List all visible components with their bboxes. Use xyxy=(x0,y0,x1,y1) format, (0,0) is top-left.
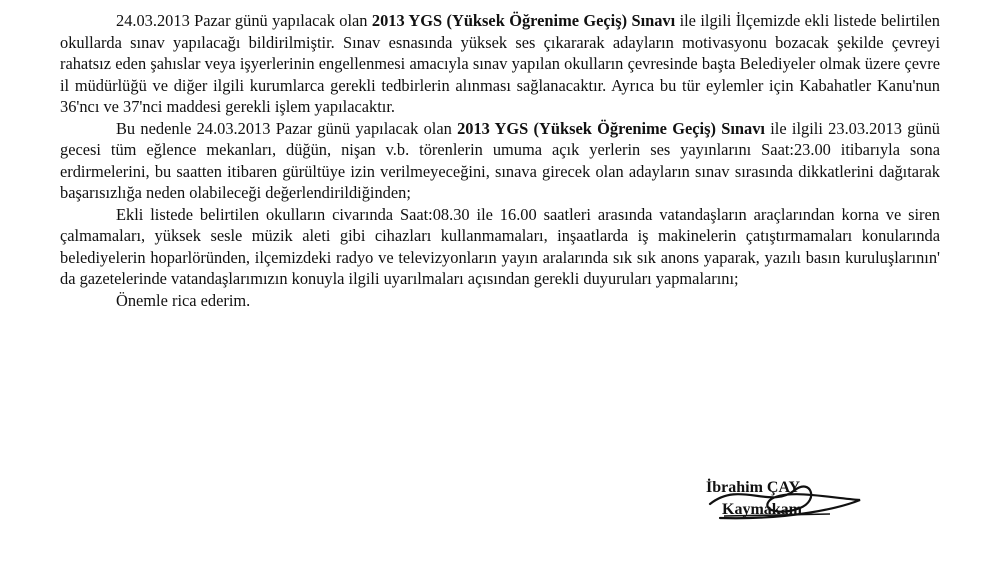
paragraph-3 xyxy=(60,204,940,290)
handwritten-signature-icon xyxy=(700,470,870,530)
signature-block xyxy=(700,470,870,530)
paragraph-2-text-end: ile ilgili 23.03.2013 günü gecesi tüm eğlence mekanları, düğün, nişan v.b. törenlerin umuma açık yerlerin ses yayınlarını Saat:23.00 itibarıyla sona erdirmelerini, bu saatten itibaren gürültüye izin verilmeyeceğini, sınava girecek olan adayların sınav sırasında dikkatlerini dağıtarak başarısızlığa neden olabileceği değerlendirildiğinden; xyxy=(60,118,941,202)
paragraph-1-text-start: 24.03.2013 Pazar günü yapılacak olan xyxy=(116,11,372,30)
document-body xyxy=(60,10,940,311)
signatory-name: İbrahim ÇAY xyxy=(706,479,801,496)
exam-name-bold: 2013 YGS (Yüksek Öğrenime Geçiş) Sınavı xyxy=(371,11,676,30)
paragraph-2 xyxy=(60,118,940,204)
closing-line: Önemle rica ederim. xyxy=(116,290,251,310)
paragraph-1 xyxy=(60,10,940,118)
paragraph-3-text: Ekli listede belirtilen okulların civarında Saat:08.30 ile 16.00 saatleri arasında vatandaşların araçlarından korna ve siren çalmamaları, yüksek sesle müzik aleti gibi cihazları kullanmamaları, inşaatlarda iş makinelerin çatıştırmamaları konularında belediyelerin hoparlöründen, ilçemizdeki radyo ve televizyonların yayın aralarında sık sık anons yaparak, yazılı basın kuruluşlarının' da gazetelerinde vatandaşlarımızın konuyla ilgili uyarılmaları açısından gerekli duyuruları yapmalarını; xyxy=(60,204,940,288)
exam-name-bold: 2013 YGS (Yüksek Öğrenime Geçiş) Sınavı xyxy=(457,118,765,138)
paragraph-2-text-start: Bu nedenle 24.03.2013 Pazar günü yapılacak olan xyxy=(116,118,458,138)
signatory-title: Kaymakam xyxy=(722,501,802,518)
paragraph-1-text-end: ile ilgili İlçemizde ekli listede belirtilen okullarda sınav yapılacağı bildirilmiştir. Sınav esnasında yüksek ses çıkararak adayların motivasyonu bozacak şekilde çevreyi rahatsız eden şahıslar veya işyerlerinin engellenmesi amacıyla sınav yapılan okulların çevresinde başta Belediyeler olmak üzere çevre il müdürlüğü ve diğer ilgili kurumlarca gerekli tedbirlerin alınması sağlanacaktır. Ayrıca bu tür eylemler için Kabahatler Kanu'nun 36'ncı ve 37'nci maddesi gerekli işlem yapılacaktır. xyxy=(60,11,940,116)
